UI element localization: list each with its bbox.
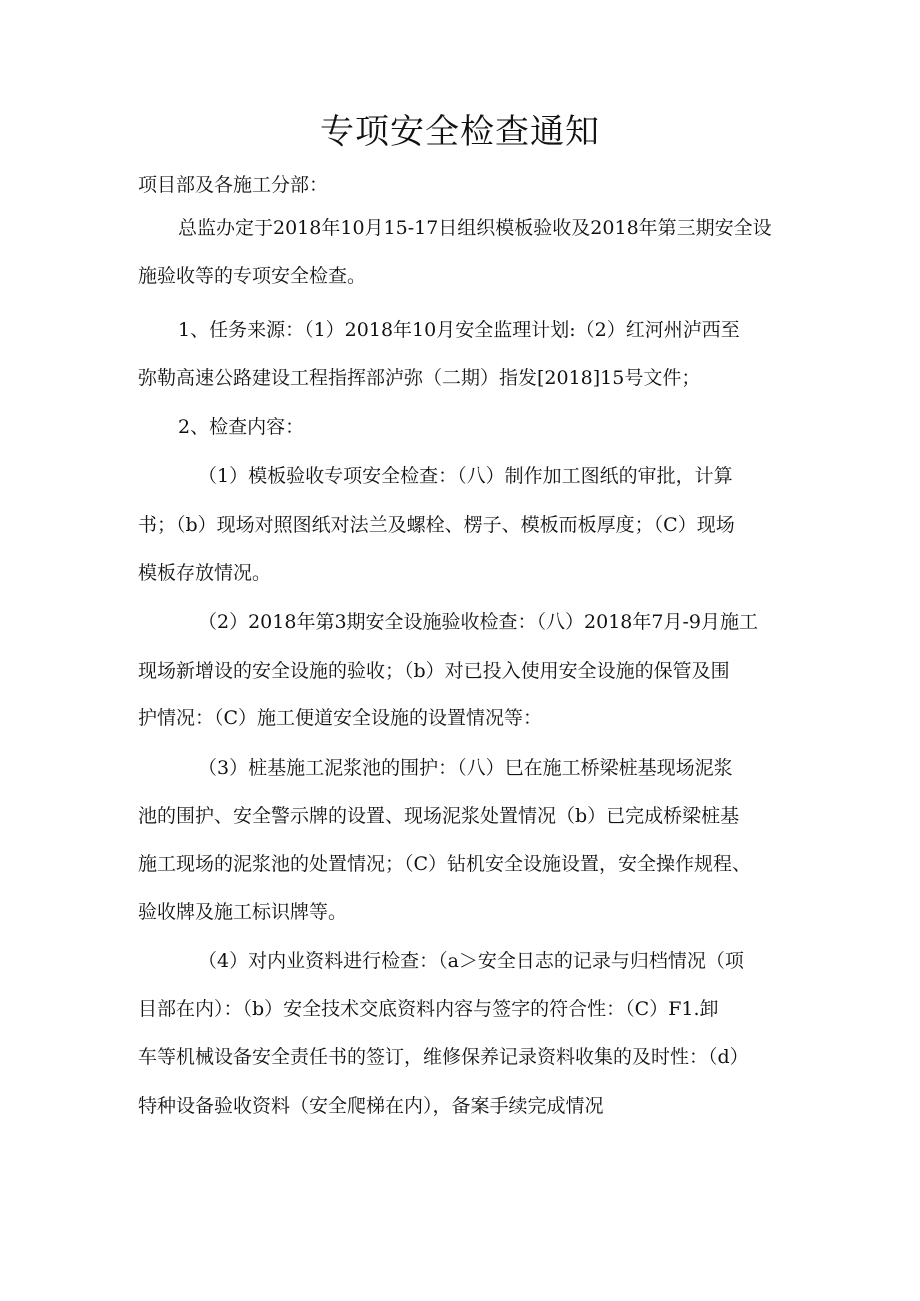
document-title: 专项安全检查通知 xyxy=(320,112,600,152)
paragraph-line: 总监办定于2018年10月15-17日组织模板验收及2018年第三期安全设 xyxy=(178,217,772,239)
salutation: 项目部及各施工分部： xyxy=(138,174,329,196)
paragraph-line: 护情况：（C）施工便道安全设施的设置情况等： xyxy=(138,707,543,729)
paragraph-line: 现场新增设的安全设施的验收；（b）对已投入使用安全设施的保管及围 xyxy=(138,660,730,682)
paragraph-line: 模板存放情况。 xyxy=(138,562,272,584)
paragraph-line: 池的围护、安全警示牌的设置、现场泥浆处置情况（b）已完成桥梁桩基 xyxy=(138,805,740,827)
paragraph-line: （3）桩基施工泥浆池的围护：（八）巳在施工桥梁桩基现场泥浆 xyxy=(198,757,733,779)
section-heading: 2、检查内容： xyxy=(178,416,305,438)
paragraph-line: 施验收等的专项安全检查。 xyxy=(138,265,367,287)
paragraph-line: 弥勒高速公路建设工程指挥部泸弥（二期）指发[2018]15号文件； xyxy=(138,367,701,389)
paragraph-line: 车等机械设备安全责任书的签订，维修保养记录资料收集的及时性：（d） xyxy=(138,1046,749,1068)
paragraph-line: 目部在内）：（b）安全技术交底资料内容与签字的符合性：（C）F1.卸 xyxy=(138,998,719,1020)
paragraph-line: 验收牌及施工标识牌等。 xyxy=(138,901,348,923)
paragraph-line: （1）模板验收专项安全检查：（八）制作加工图纸的审批，计算 xyxy=(198,465,733,487)
paragraph-line: （4）对内业资料进行检查：（a＞安全日志的记录与归档情况（项 xyxy=(198,950,744,972)
paragraph-line: 特种设备验收资料（安全爬梯在内），备案手续完成情况 xyxy=(138,1095,604,1117)
paragraph-line: 书；（b）现场对照图纸对法兰及螺栓、楞子、模板而板厚度；（C）现场 xyxy=(138,514,735,536)
paragraph-line: 1、任务来源：（1）2018年10月安全监理计划:（2）红河州泸西至 xyxy=(178,319,740,341)
paragraph-line: （2）2018年第3期安全设施验收检查：（八）2018年7月-9月施工 xyxy=(198,611,758,633)
paragraph-line: 施工现场的泥浆池的处置情况；（C）钻机安全设施设置，安全操作规程、 xyxy=(138,853,752,875)
